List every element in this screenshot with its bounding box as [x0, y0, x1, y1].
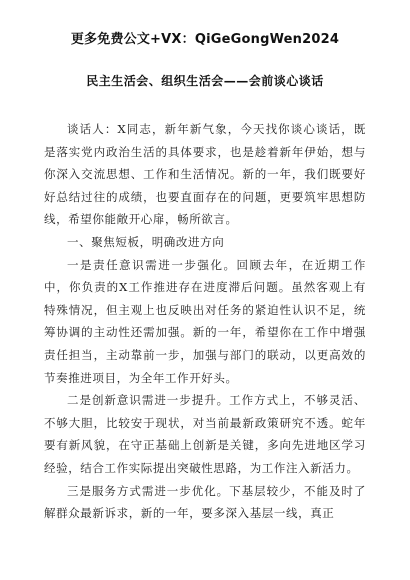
section-heading: 一、聚焦短板，明确改进方向: [67, 234, 225, 249]
document-title: 民主生活会、组织生活会——会前谈心谈话: [86, 74, 324, 88]
body-paragraph: 一是责任意识需进一步强化。回顾去年，在近期工作中，你负责的X工作推进存在进度滞后问题。虽然客观上有特殊情况，但主观上也反映出对任务的紧迫性认识不足，统筹协调的主动性还需加强。新的一年，希望你在工作中增强责任担当，主动靠前一步，加强与部门的联动，以更高效的节奏推进项目，为全年工作开好头。: [44, 257, 366, 385]
intro-paragraph: 谈话人：X同志，新年新气象，今天找你谈心谈话，既是落实党内政治生活的具体要求，也是趁着新年伊始，想与你深入交流思想、工作和生活情况。新的一年，我们既要好好总结过往的成绩，也要直面存在的问题，更要筑牢思想防线，希望你能敞开心扉，畅所欲言。: [44, 122, 366, 227]
body-paragraph: 三是服务方式需进一步优化。下基层较少，不能及时了解群众最新诉求，新的一年，要多深入基层一线，真正: [44, 483, 366, 521]
promo-header: 更多免费公文+VX：QiGeGongWen2024: [70, 32, 340, 47]
document-body: [44, 118, 366, 525]
body-paragraph: 二是创新意识需进一步提升。工作方式上，不够灵活、不够大胆，比较安于现状，对当前最新政策研究不透。蛇年要有新风貌，在守正基础上创新是关键，多向先进地区学习经验，结合工作实际提出突破性思路，为工作注入新活力。: [44, 393, 366, 475]
